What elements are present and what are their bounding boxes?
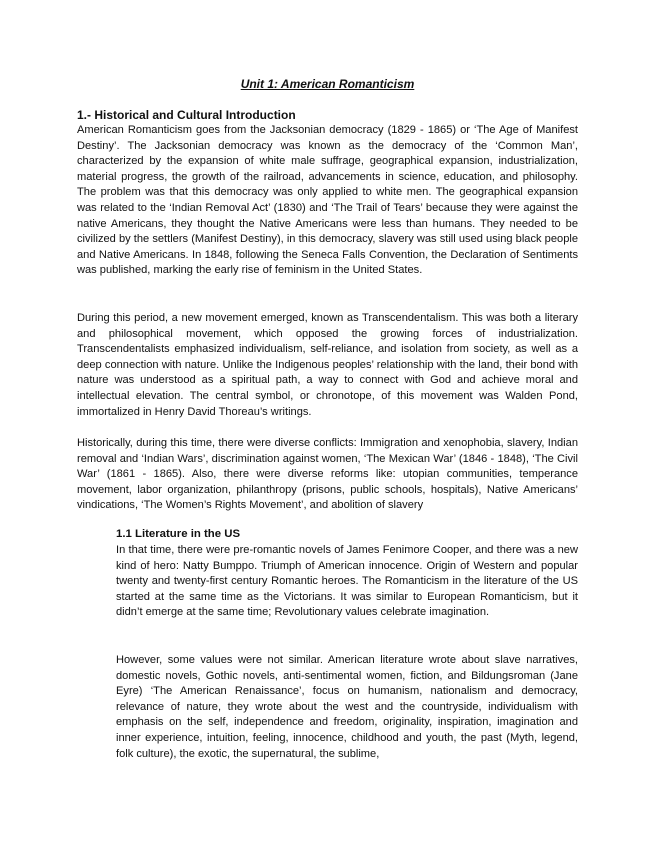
paragraph-american-values: However, some values were not similar. American literature wrote about slave narratives, domestic novels, Gothic novels, anti-sentimental women, fiction, and Bildungsroman (Jane Eyre) ‘The American Renaissance’, focus on humanism, nationalism and democracy, relevance of nature, they wrote about the west and the countryside, individualism with emphasis on the self, independence and freedom, originality, inspiration, imagination and inner experience, intuition, feeling, innocence, childhood and youth, the past (Myth, legend, folk culture), the exotic, the supernatural, the sublime, <box>116 654 578 760</box>
document-title: Unit 1: American Romanticism <box>240 77 415 91</box>
subsection-heading: 1.1 Literature in the US <box>116 528 241 540</box>
section-heading: 1.- Historical and Cultural Introduction <box>77 108 296 122</box>
paragraph-transcendentalism: During this period, a new movement emerged, known as Transcendentalism. This was both a literary and philosophical movement, which opposed the growing forces of industrialization. Transcendentalists emphasized individualism, self-reliance, and isolation from society, as well as a deep connection with nature. Unlike the Indigenous peoples’ relationship with the land, their bond with nature was understood as a spiritual path, a way to connect with God and achieve moral and intellectual elevation. The central symbol, or chronotope, of this movement was Walden Pond, immortalized in Henry David Thoreau’s writings. <box>77 312 578 418</box>
paragraph-pre-romantic-novels: In that time, there were pre-romantic novels of James Fenimore Cooper, and there was a new kind of hero: Natty Bumppo. Triumph of American innocence. Origin of Western and popular twenty and twenty-first century Romantic heroes. The Romanticism in the literature of the US started at the same time as the Victorians. It was similar to European Romanticism, but it didn’t emerge at the same time; Revolutionary values celebrate imagination. <box>116 544 578 619</box>
paragraph-conflicts-reforms: Historically, during this time, there were diverse conflicts: Immigration and xenophobia, slavery, Indian removal and ‘Indian Wars’, discrimination against women, ‘The Mexican War’ (1846 - 1848), ‘The Civil War’ (1861 - 1865). Also, there were diverse reforms like: utopian communities, temperance movement, labor organization, philanthropy (prisons, public schools, hospitals), Native Americans’ vindications, ‘The Women’s Rights Movement’, and abolition of slavery <box>77 437 578 512</box>
paragraph-jacksonian-democracy: American Romanticism goes from the Jacksonian democracy (1829 - 1865) or ‘The Age of Manifest Destiny’. The Jacksonian democracy was known as the democracy of the ‘Common Man’, characterized by the expansion of white male suffrage, geographical expansion, industrialization, material progress, the growth of the railroad, advancements in science, education, and philosophy. The problem was that this democracy was only applied to white men. The geographical expansion was related to the ‘Indian Removal Act’ (1830) and ‘The Trail of Tears’ because they were against the native Americans, they thought the Native Americans were less than humans. They needed to be civilized by the settlers (Manifest Destiny), in this democracy, slavery was still used using black people and Native Americans. In 1848, following the Seneca Falls Convention, the Declaration of Sentiments was published, marking the early rise of feminism in the United States. <box>77 124 578 277</box>
